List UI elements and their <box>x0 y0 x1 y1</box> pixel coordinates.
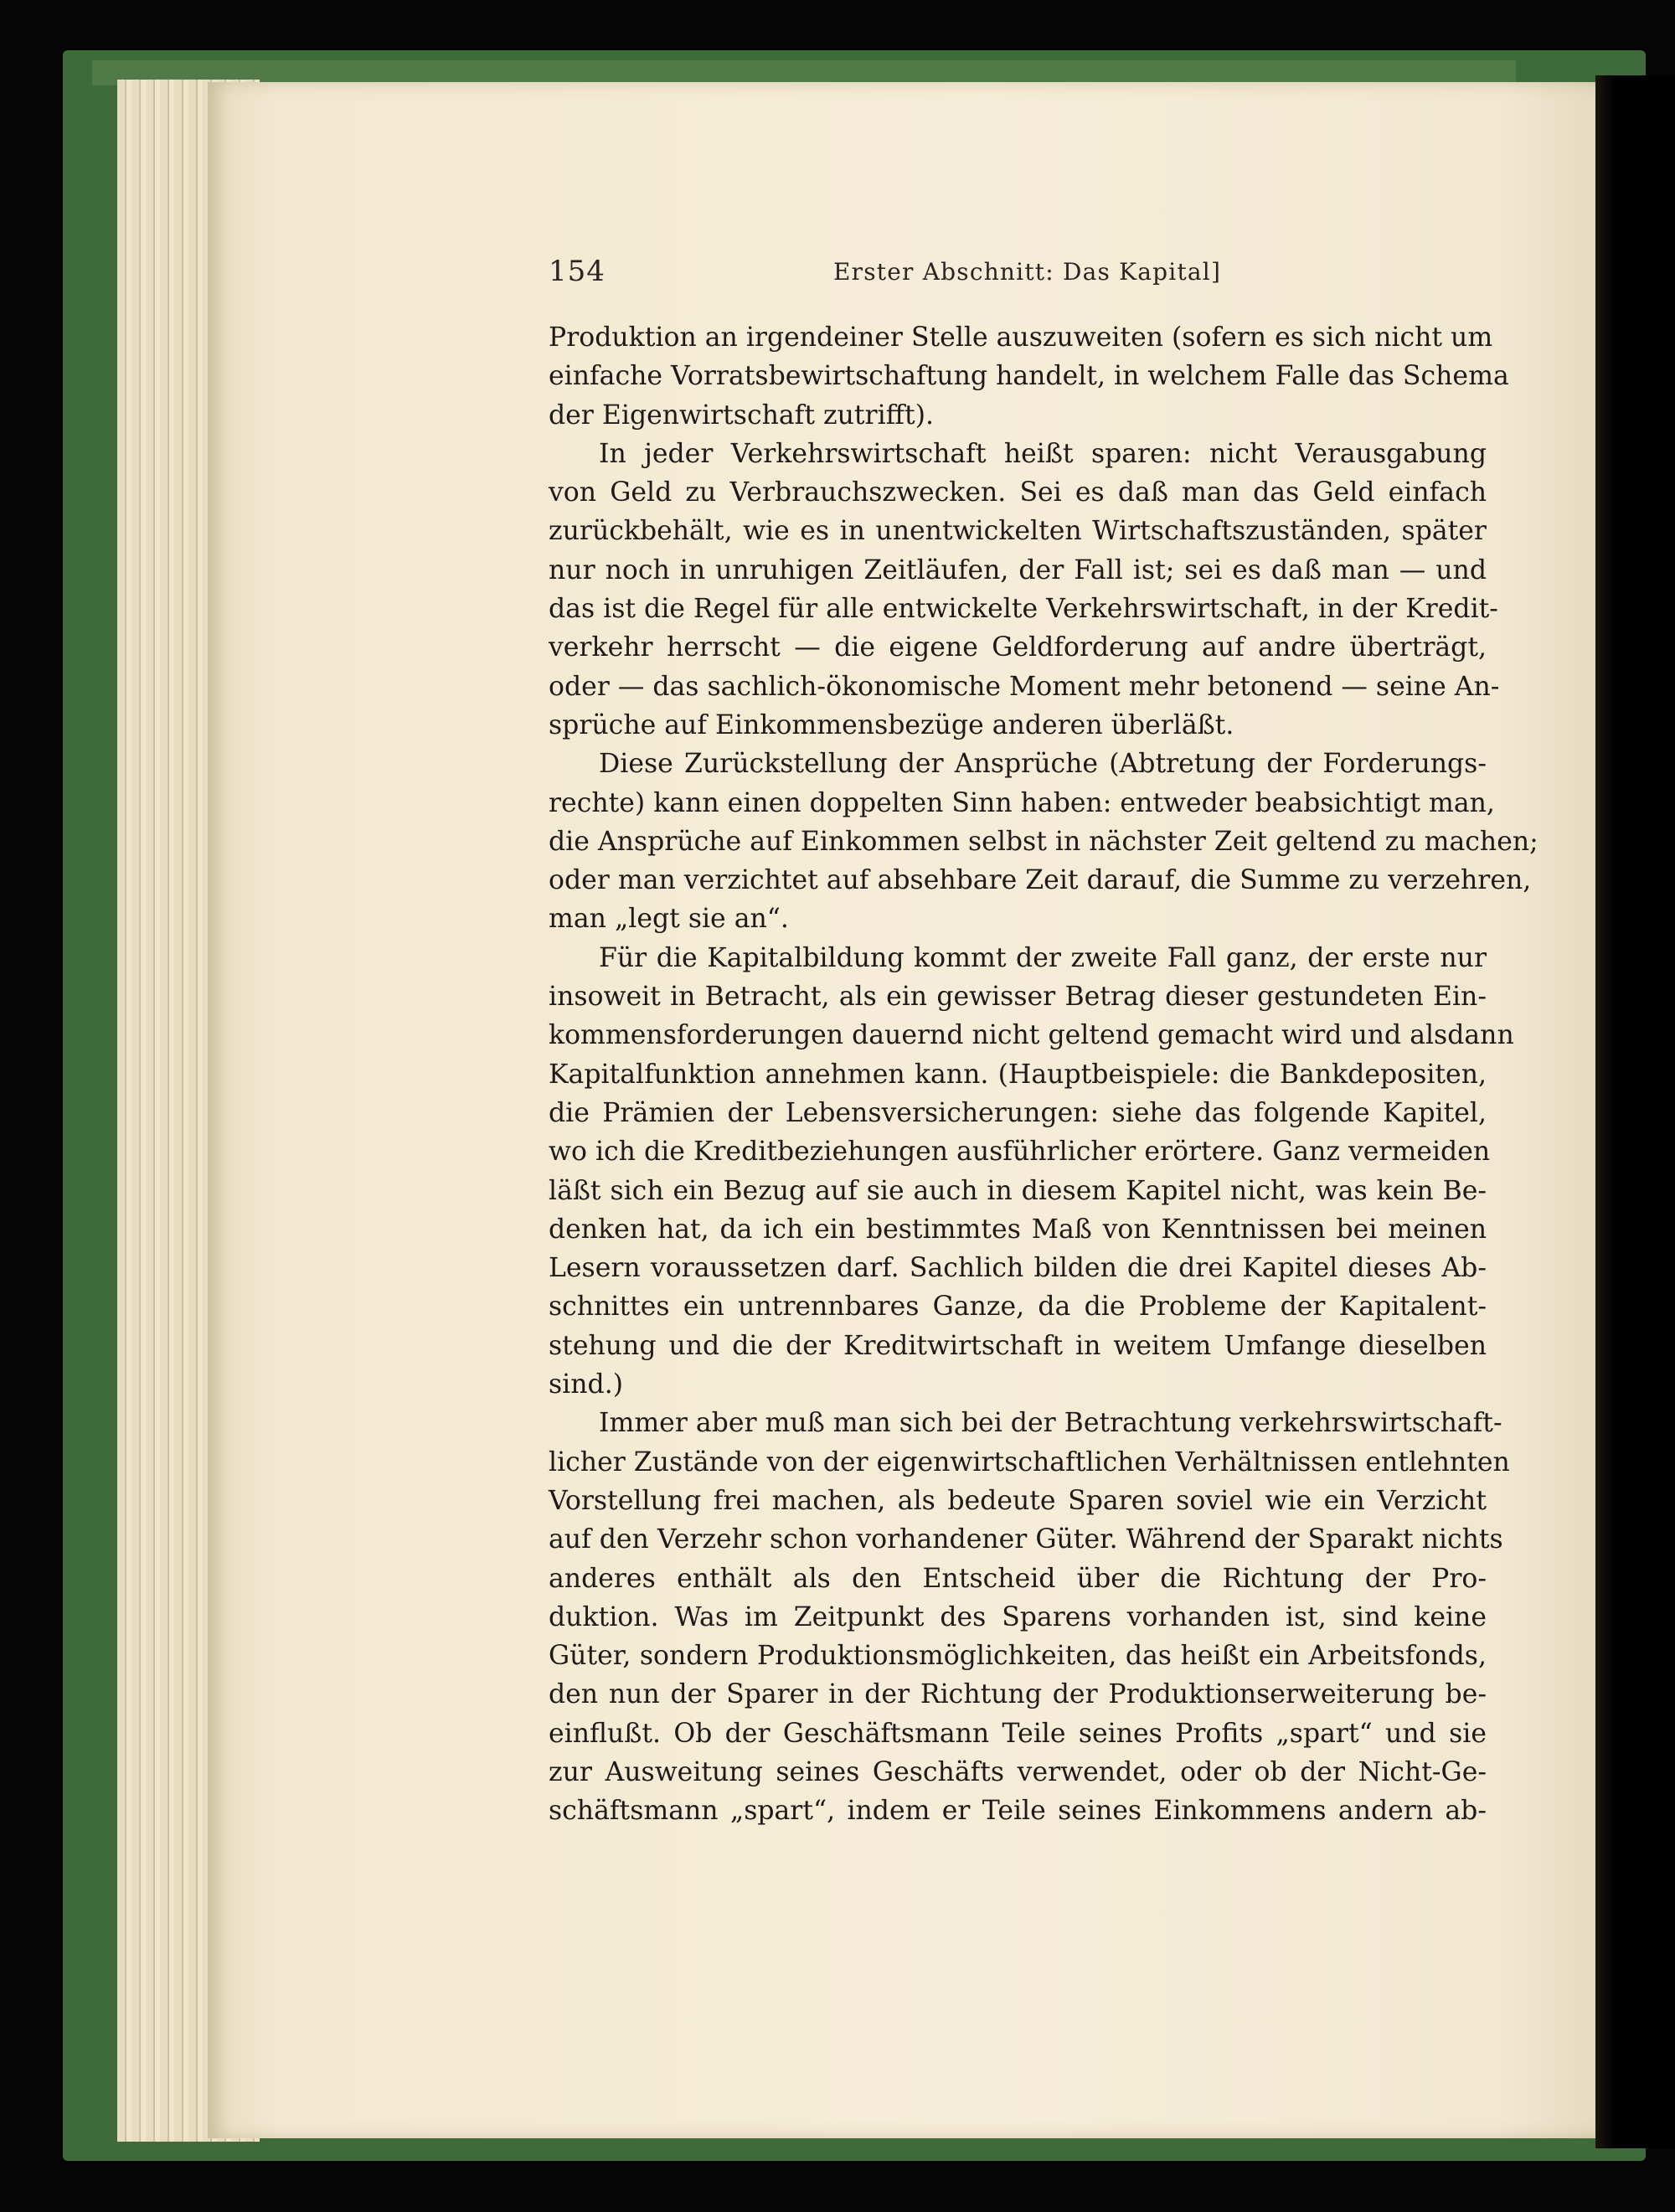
text-line: kommensforderungen dauernd nicht geltend gemacht wird und alsdann <box>549 1020 1514 1051</box>
text-line: licher Zustände von der eigenwirtschaftlichen Verhältnissen entlehnten <box>549 1446 1510 1477</box>
text-line: den nun der Sparer in der Richtung der Produktionserweiterung be- <box>549 1679 1487 1710</box>
text-line: Vorstellung frei machen, als bedeute Sparen soviel wie ein Verzicht <box>549 1485 1487 1516</box>
text-line: duktion. Was im Zeitpunkt des Sparens vorhanden ist, sind keine <box>549 1601 1487 1632</box>
text-line: In jeder Verkehrswirtschaft heißt sparen: nicht Verausgabung <box>599 438 1487 469</box>
running-head: Erster Abschnitt: Das Kapital] <box>833 258 1222 286</box>
text-line: das ist die Regel für alle entwickelte Verkehrswirtschaft, in der Kredit- <box>549 594 1498 625</box>
text-line: die Ansprüche auf Einkommen selbst in nächster Zeit geltend zu machen; <box>549 826 1538 857</box>
text-line: stehung und die der Kreditwirtschaft in weitem Umfange dieselben <box>549 1330 1487 1361</box>
text-line: von Geld zu Verbrauchszwecken. Sei es daß man das Geld einfach <box>549 477 1487 508</box>
text-line: schnittes ein untrennbares Ganze, da die Probleme der Kapitalent- <box>549 1292 1487 1323</box>
text-line: läßt sich ein Bezug auf sie auch in diesem Kapitel nicht, was kein Be- <box>549 1175 1487 1206</box>
text-line: Kapitalfunktion annehmen kann. (Hauptbeispiele: die Bankdepositen, <box>549 1059 1487 1090</box>
text-line: die Prämien der Lebensversicherungen: siehe das folgende Kapitel, <box>549 1097 1487 1128</box>
page-header <box>549 255 1487 296</box>
text-line: Produktion an irgendeiner Stelle auszuweiten (sofern es sich nicht um <box>549 322 1493 353</box>
text-line: sind.) <box>549 1369 623 1400</box>
text-line: zur Ausweitung seines Geschäfts verwendet, oder ob der Nicht-Ge- <box>549 1756 1487 1787</box>
text-line: nur noch in unruhigen Zeitläufen, der Fall ist; sei es daß man — und <box>549 554 1487 585</box>
text-line: einfache Vorratsbewirtschaftung handelt, in welchem Falle das Schema <box>549 361 1509 392</box>
text-line: denken hat, da ich ein bestimmtes Maß von Kenntnissen bei meinen <box>549 1214 1487 1245</box>
text-line: man „legt sie an“. <box>549 904 789 935</box>
text-line: einflußt. Ob der Geschäftsmann Teile seines Profits „spart“ und sie <box>549 1718 1487 1749</box>
text-line: auf den Verzehr schon vorhandener Güter. Während der Sparakt nichts <box>549 1524 1503 1555</box>
text-line: oder man verzichtet auf absehbare Zeit darauf, die Summe zu verzehren, <box>549 865 1532 896</box>
text-line: oder — das sachlich-ökonomische Moment mehr betonend — seine An- <box>549 671 1500 702</box>
text-line: anderes enthält als den Entscheid über die Richtung der Pro- <box>549 1563 1487 1594</box>
text-line: der Eigenwirtschaft zutrifft). <box>549 400 935 431</box>
text-line: zurückbehält, wie es in unentwickelten Wirtschaftszuständen, später <box>549 516 1487 547</box>
text-line: Diese Zurückstellung der Ansprüche (Abtretung der Forderungs- <box>599 749 1487 780</box>
text-line: Lesern voraussetzen darf. Sachlich bilden die drei Kapitel dieses Ab- <box>549 1253 1487 1284</box>
gutter-shadow <box>1595 75 1675 2148</box>
text-line: insoweit in Betracht, als ein gewisser Betrag dieser gestundeten Ein- <box>549 982 1487 1013</box>
text-line: verkehr herrscht — die eigene Geldforderung auf andre überträgt, <box>549 632 1487 663</box>
text-line: wo ich die Kreditbeziehungen ausführlicher erörtere. Ganz vermeiden <box>549 1137 1491 1168</box>
text-line: sprüche auf Einkommensbezüge anderen überläßt. <box>549 709 1234 740</box>
text-line: Immer aber muß man sich bei der Betrachtung verkehrswirtschaft- <box>599 1408 1502 1439</box>
text-line: Für die Kapitalbildung kommt der zweite Fall ganz, der erste nur <box>599 942 1487 973</box>
text-line: Güter, sondern Produktionsmöglichkeiten, das heißt ein Arbeitsfonds, <box>549 1641 1487 1672</box>
page-number: 154 <box>549 255 606 288</box>
body-text <box>549 318 1538 1831</box>
text-line: schäftsmann „spart“, indem er Teile seines Einkommens andern ab- <box>549 1796 1487 1827</box>
text-line: rechte) kann einen doppelten Sinn haben: entweder beabsichtigt man, <box>549 787 1495 818</box>
